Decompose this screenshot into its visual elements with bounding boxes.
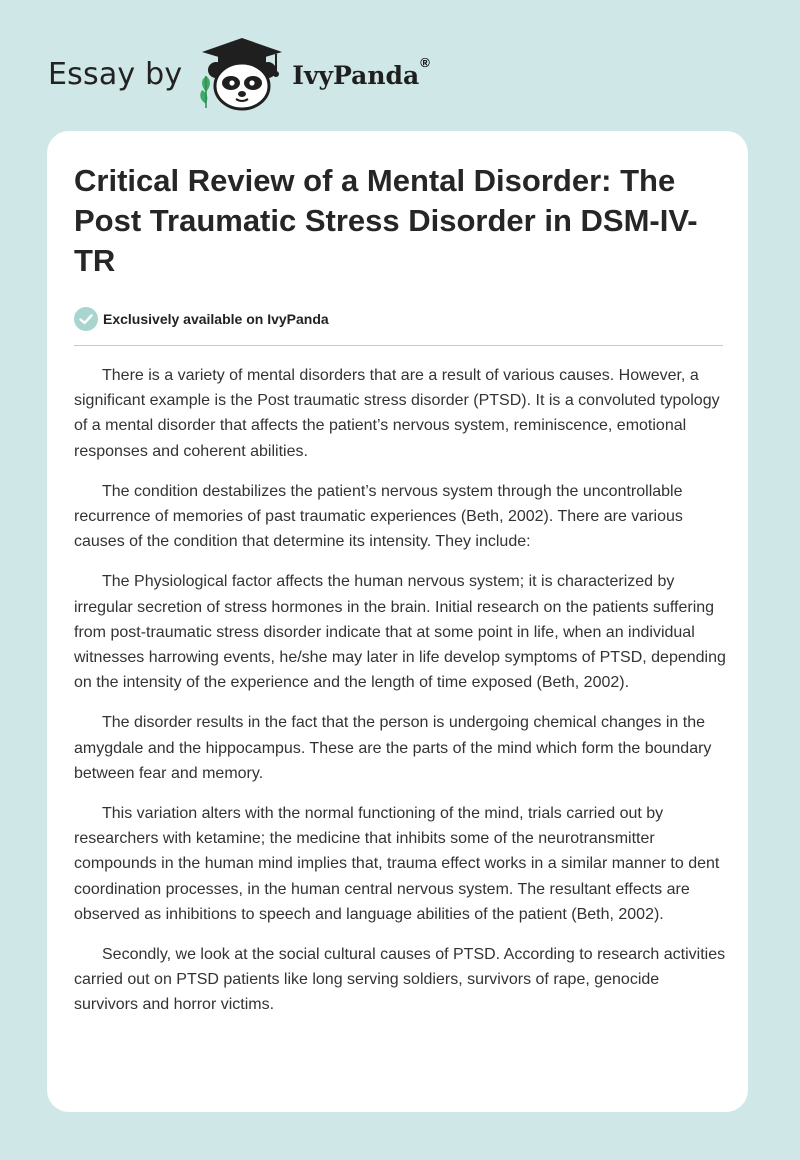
divider — [74, 345, 723, 346]
check-circle-icon — [74, 307, 98, 331]
paragraph: The disorder results in the fact that the person is undergoing chemical changes in the amygdale and the hippocampus. These are the parts of the mind which form the boundary between fear and memory. — [74, 714, 712, 782]
panda-logo-icon — [196, 36, 288, 112]
brand-prefix: Essay by — [48, 56, 183, 92]
essay-body — [74, 363, 726, 1033]
registered-mark: ® — [420, 54, 430, 70]
paragraph: The condition destabilizes the patient’s nervous system through the uncontrollable recurrence of memories of past traumatic experiences (Beth, 2002). There are various causes of the condition that determine its intensity. They include: — [74, 482, 683, 551]
essay-card — [47, 131, 748, 1112]
paragraph: This variation alters with the normal functioning of the mind, trials carried out by researchers with ketamine; the medicine that inhibits some of the neurotransmitter compounds in the human mind implies that, trauma effect works in a similar manner to dent coordination processes, in the human central nervous system. The resultant effects are observed as inhibitions to speech and language abilities of the patient (Beth, 2002). — [74, 805, 720, 923]
brand-header — [48, 36, 430, 112]
essay-title: Critical Review of a Mental Disorder: The Post Traumatic Stress Disorder in DSM-IV-TR — [74, 163, 698, 278]
paragraph: Secondly, we look at the social cultural causes of PTSD. According to research activities carried out on PTSD patients like long serving soldiers, survivors of rape, genocide survivors and horror victims. — [74, 946, 726, 1014]
paragraph: There is a variety of mental disorders that are a result of various causes. However, a significant example is the Post traumatic stress disorder (PTSD). It is a convoluted typology of a mental disorder that affects the patient’s nervous system, reminiscence, emotional responses and coherent abilities. — [74, 367, 720, 460]
brand-name: IvyPanda — [292, 60, 420, 90]
badge-label: Exclusively available on IvyPanda — [103, 311, 329, 327]
exclusive-badge — [74, 307, 329, 331]
paragraph: The Physiological factor affects the human nervous system; it is characterized by irregular secretion of stress hormones in the brain. Initial research on the patients suffering from post-traumatic stress disorder indicate that at some point in life, when an individual witnesses harrowing events, he/she may later in life develop symptoms of PTSD, depending on the intensity of the experience and the length of time exposed (Beth, 2002). — [74, 573, 726, 692]
